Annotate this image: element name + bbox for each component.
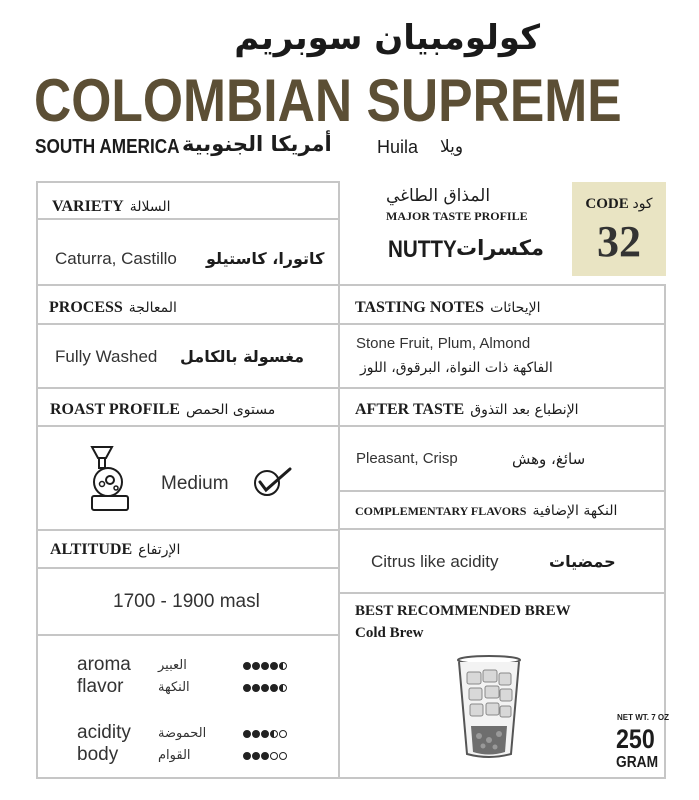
coffee-roaster-icon	[86, 444, 132, 514]
attribute-label-arabic: النكهة	[158, 680, 190, 695]
rating-dot	[279, 752, 287, 760]
rating-dot	[261, 730, 269, 738]
roast-profile-header	[50, 401, 275, 419]
title-arabic: كولومبيان سوبريم	[234, 18, 540, 58]
rating-dot	[261, 752, 269, 760]
rating-dot	[243, 752, 251, 760]
after-taste-label-arabic: الإنطباع بعد التذوق	[470, 402, 579, 418]
after-taste-label: AFTER TASTE	[355, 401, 465, 418]
attribute-label-arabic: الحموضة	[158, 726, 207, 741]
attribute-label-arabic: القوام	[158, 748, 191, 763]
variety-label-arabic: السلالة	[129, 199, 171, 215]
roast-profile-label-arabic: مستوى الحمص	[185, 402, 276, 418]
rating-dot	[270, 730, 278, 738]
roast-level-value: Medium	[161, 473, 229, 494]
after-taste-value: Pleasant, Crisp	[356, 450, 458, 467]
roast-profile-label: ROAST PROFILE	[50, 401, 180, 418]
attribute-label: aroma	[77, 654, 131, 675]
altitude-label: ALTITUDE	[50, 541, 133, 558]
weight-unit: GRAM	[616, 754, 659, 771]
rating-dot	[261, 684, 269, 692]
code-label-english: CODE	[585, 196, 629, 212]
attribute-label: body	[77, 744, 119, 765]
attribute-label: flavor	[77, 676, 124, 697]
taste-profile-value: NUTTY	[388, 236, 457, 263]
rating-dot	[279, 684, 287, 692]
rating-dot	[252, 684, 260, 692]
rating-dot	[243, 662, 251, 670]
tasting-notes-value-arabic: الفاكهة ذات النواة، البرقوق، اللوز	[360, 360, 553, 376]
taste-profile-label-arabic: المذاق الطاغي	[386, 186, 491, 206]
taste-profile-label: MAJOR TASTE PROFILE	[386, 209, 528, 223]
rating-dot	[279, 662, 287, 670]
tasting-notes-value: Stone Fruit, Plum, Almond	[356, 335, 531, 352]
process-header	[49, 299, 177, 317]
rating-dot	[252, 752, 260, 760]
altitude-value: 1700 - 1900 masl	[113, 591, 260, 612]
rating-dots	[243, 752, 287, 760]
after-taste-header	[355, 401, 579, 419]
code-label-arabic: كود	[632, 196, 653, 212]
process-label: PROCESS	[49, 299, 123, 316]
taste-profile-value-arabic: مكسرات	[456, 236, 544, 260]
complementary-flavors-label-arabic: النكهة الإضافية	[532, 503, 618, 519]
altitude-label-arabic: الإرتفاع	[138, 542, 181, 558]
rating-dot	[243, 684, 251, 692]
altitude-header	[50, 541, 180, 559]
region-arabic: أمريكا الجنوبية	[182, 132, 332, 156]
variety-header	[52, 198, 171, 216]
variety-label: VARIETY	[52, 198, 124, 215]
area-arabic: ويلا	[440, 137, 464, 157]
complementary-flavors-header	[355, 503, 617, 519]
process-label-arabic: المعالجة	[128, 300, 177, 316]
rating-dots	[243, 662, 287, 670]
tasting-notes-label: TASTING NOTES	[355, 299, 485, 316]
complementary-flavors-label: COMPLEMENTARY FLAVORS	[355, 504, 527, 518]
title-english: COLOMBIAN SUPREME	[34, 67, 622, 134]
weight-value: 250	[616, 724, 655, 754]
rating-dot	[270, 684, 278, 692]
checkmark-circle-icon	[252, 466, 292, 498]
rating-dot	[270, 752, 278, 760]
rating-dot	[252, 730, 260, 738]
cold-brew-cup-icon	[455, 654, 523, 760]
rating-dot	[243, 730, 251, 738]
after-taste-value-arabic: سائغ، وهش	[512, 450, 586, 468]
attribute-label-arabic: العبير	[158, 658, 187, 673]
code-number: 32	[597, 217, 641, 266]
rating-dot	[252, 662, 260, 670]
rating-dot	[279, 730, 287, 738]
tasting-notes-label-arabic: الإيحائات	[490, 300, 541, 316]
process-value: Fully Washed	[55, 347, 158, 366]
rating-dots	[243, 730, 287, 738]
region-english: SOUTH AMERICA	[35, 136, 180, 158]
rating-dot	[270, 662, 278, 670]
variety-value-arabic: كاتورا، كاستيلو	[206, 249, 325, 268]
complementary-flavors-value-arabic: حمضيات	[549, 552, 616, 571]
complementary-flavors-value: Citrus like acidity	[371, 552, 499, 571]
area-english: Huila	[377, 137, 419, 157]
net-weight-label: NET WT. 7 OZ	[617, 713, 669, 722]
rating-dots	[243, 684, 287, 692]
brew-header: BEST RECOMMENDED BREW	[355, 603, 571, 619]
tasting-notes-header	[355, 299, 541, 317]
process-value-arabic: مغسولة بالكامل	[180, 347, 305, 366]
attribute-label: acidity	[77, 722, 131, 743]
rating-dot	[261, 662, 269, 670]
brew-value: Cold Brew	[355, 625, 424, 641]
variety-value: Caturra, Castillo	[55, 249, 177, 268]
